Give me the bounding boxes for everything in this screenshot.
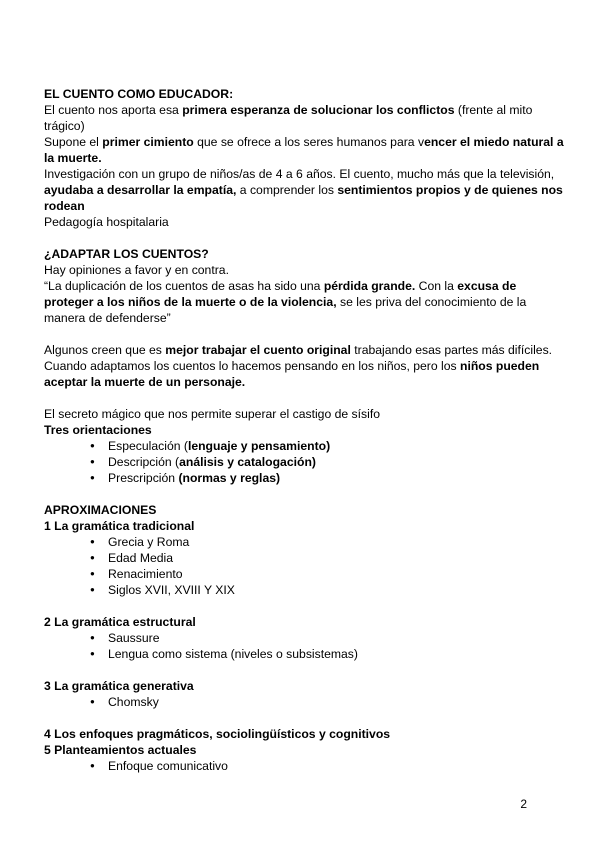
- subheading: 5 Planteamientos actuales: [44, 743, 197, 757]
- section-title-cuento-educador: EL CUENTO COMO EDUCADOR:: [44, 87, 234, 101]
- section-title-adaptar: ¿ADAPTAR LOS CUENTOS?: [44, 247, 209, 261]
- list-item: ● Especulación (lenguaje y pensamiento): [44, 438, 564, 454]
- paragraph: Investigación con un grupo de niños/as de 4 a 6 años. El cuento, mucho más que la televisión, ayudaba a desarrollar la empatía, a comprender los sentimientos propios y de quienes nos rodean: [44, 167, 563, 213]
- section-title-aproximaciones: APROXIMACIONES: [44, 503, 157, 517]
- paragraph: Pedagogía hospitalaria: [44, 215, 169, 229]
- list-item: ● Saussure: [44, 630, 564, 646]
- tradicional-list: [44, 534, 564, 598]
- list-item: ● Edad Media: [44, 550, 564, 566]
- subheading: 4 Los enfoques pragmáticos, sociolingüísticos y cognitivos: [44, 727, 391, 741]
- page-number: 2: [520, 797, 527, 811]
- quote: “La duplicación de los cuentos de asas ha sido una pérdida grande. Con la excusa de proteger a los niños de la muerte o de la violencia, se les priva del conocimiento de la manera de defenderse”: [44, 279, 527, 325]
- list-item: ● Grecia y Roma: [44, 534, 564, 550]
- list-item: ● Prescripción (normas y reglas): [44, 470, 564, 486]
- list-item: ● Chomsky: [44, 694, 564, 710]
- document-page: [44, 86, 564, 774]
- list-item: ● Renacimiento: [44, 566, 564, 582]
- paragraph: El cuento nos aporta esa primera esperanza de solucionar los conflictos (frente al mito trágico): [44, 103, 533, 133]
- actuales-list: [44, 758, 564, 774]
- paragraph: Algunos creen que es mejor trabajar el cuento original trabajando esas partes más difíciles. Cuando adaptamos los cuentos lo hacemos pensando en los niños, pero los niños pueden aceptar la muerte de un personaje.: [44, 343, 553, 389]
- subheading: 3 La gramática generativa: [44, 679, 194, 693]
- paragraph: Hay opiniones a favor y en contra.: [44, 263, 229, 277]
- estructural-list: [44, 630, 564, 662]
- generativa-list: [44, 694, 564, 710]
- list-item: ● Lengua como sistema (niveles o subsistemas): [44, 646, 564, 662]
- section-title-orientaciones: Tres orientaciones: [44, 423, 152, 437]
- subheading: 1 La gramática tradicional: [44, 519, 195, 533]
- orientaciones-list: [44, 438, 564, 486]
- paragraph: El secreto mágico que nos permite superar el castigo de sísifo: [44, 407, 381, 421]
- list-item: ● Siglos XVII, XVIII Y XIX: [44, 582, 564, 598]
- list-item: ● Descripción (análisis y catalogación): [44, 454, 564, 470]
- subheading: 2 La gramática estructural: [44, 615, 196, 629]
- list-item: ● Enfoque comunicativo: [44, 758, 564, 774]
- paragraph: Supone el primer cimiento que se ofrece a los seres humanos para vencer el miedo natural a la muerte.: [44, 135, 564, 165]
